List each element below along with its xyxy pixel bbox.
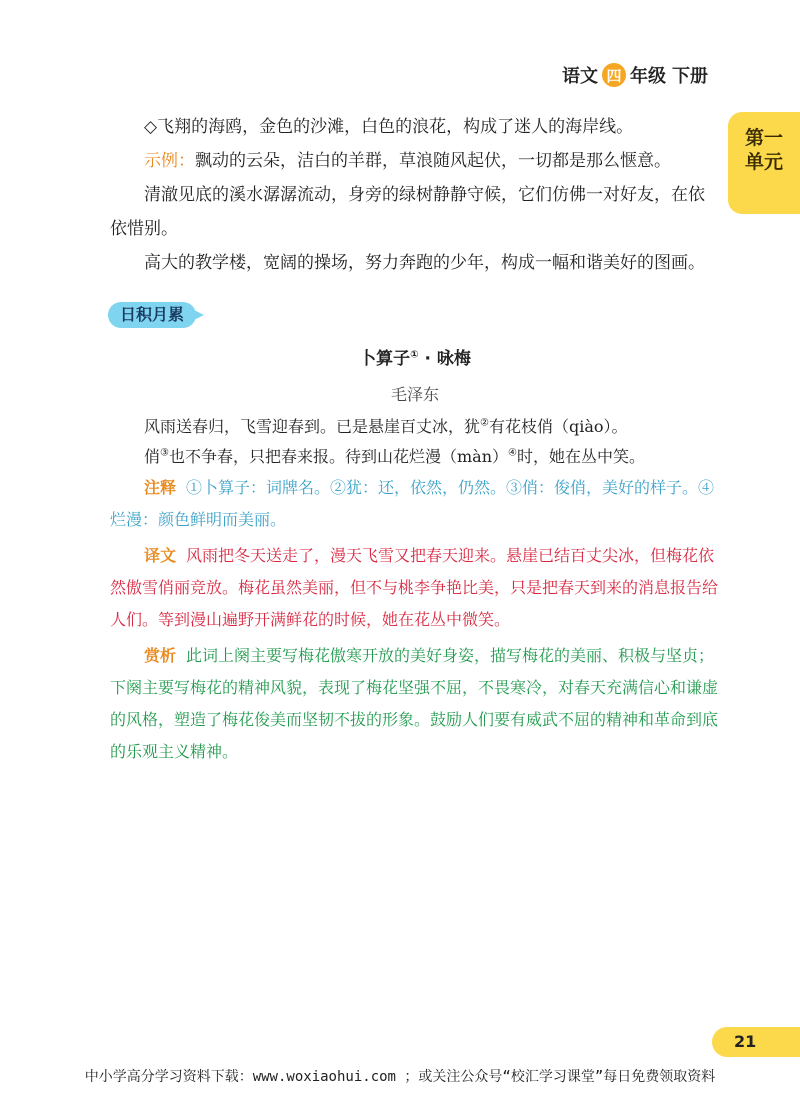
appreciation-label: 赏析 (144, 646, 177, 665)
poem-title-main: 卜算子 (359, 349, 411, 369)
poem-line-1 (110, 412, 720, 442)
notes-paragraph (110, 472, 720, 536)
translation-paragraph (110, 540, 720, 636)
unit-tab-line1: 第一 (744, 127, 783, 149)
poem-title-rest: · 咏梅 (418, 349, 471, 369)
translation-text: 风雨把冬天送走了，漫天飞雪又把春天迎来。悬崖已结百丈尖冰，但梅花依然傲雪俏丽竞放。梅花虽然美丽，但不与桃李争艳比美，只是把春天到来的消息报告给人们。等到漫山遍野开满鲜花的时候，她在花丛中微笑。 (110, 546, 719, 629)
appreciation-paragraph (110, 640, 720, 768)
unit-tab-line2: 单元 (744, 151, 783, 173)
poem-line-1a: 风雨送春归，飞雪迎春到。已是悬崖百丈冰，犹 (144, 417, 481, 436)
page-number: 21 (712, 1027, 800, 1057)
poem-title (110, 342, 720, 376)
poem-line-2c: 时，她在丛中笑。 (516, 447, 645, 466)
poem-author: 毛泽东 (390, 385, 439, 404)
page-header (562, 62, 708, 88)
poem-body (110, 412, 720, 472)
unit-tab (728, 112, 800, 214)
main-content (110, 110, 720, 768)
example-paragraph (110, 144, 720, 178)
poem-line-2 (110, 442, 720, 472)
notes-label: 注释 (144, 478, 177, 497)
volume-label: 下册 (672, 66, 708, 87)
poem-footnote-3: ③ (160, 447, 169, 459)
poem-footnote-4: ④ (508, 447, 517, 459)
footer-watermark-text: 中小学高分学习资料下载：www.woxiaohui.com ；或关注公众号“校汇学习课堂”每日免费领取资料 (84, 1069, 716, 1085)
translation-label: 译文 (144, 546, 177, 565)
example-text: 飘动的云朵，洁白的羊群，草浪随风起伏，一切都是那么惬意。 (195, 151, 671, 171)
paragraph-1: 清澈见底的溪水潺潺流动，身旁的绿树静静守候，它们仿佛一对好友，在依依惜别。 (110, 185, 705, 239)
notes-text: ①卜算子：词牌名。②犹：还，依然，仍然。③俏：俊俏，美好的样子。④烂漫：颜色鲜明而美丽。 (110, 478, 715, 529)
appreciation-text: 此词上阕主要写梅花傲寒开放的美好身姿，描写梅花的美丽、积极与坚贞；下阕主要写梅花的精神风貌，表现了梅花坚强不屈，不畏寒冷，对春天充满信心和谦虚的风格，塑造了梅花俊美而坚韧不拔的形象。鼓励人们要有威武不屈的精神和革命到底的乐观主义精神。 (110, 646, 719, 761)
poem-title-footnote: ① (410, 349, 419, 361)
paragraph-2: 高大的教学楼，宽阔的操场，努力奔跑的少年，构成一幅和谐美好的图画。 (144, 253, 705, 273)
poem-line-2b: 也不争春，只把春来报。待到山花烂漫（màn） (168, 447, 509, 466)
grade-label: 年级 (630, 66, 666, 87)
section-label-pill: 日积月累 (108, 302, 196, 328)
poem-line-1b: 有花枝俏（qiào）。 (488, 417, 628, 436)
example-label: 示例： (144, 151, 195, 171)
diamond-sentence: ◇飞翔的海鸥，金色的沙滩，白色的浪花，构成了迷人的海岸线。 (144, 117, 634, 137)
subject-label: 语文 (562, 66, 598, 87)
grade-number-badge: 四 (602, 63, 626, 87)
poem-footnote-2: ② (480, 417, 489, 429)
poem-line-2a: 俏 (144, 447, 161, 466)
